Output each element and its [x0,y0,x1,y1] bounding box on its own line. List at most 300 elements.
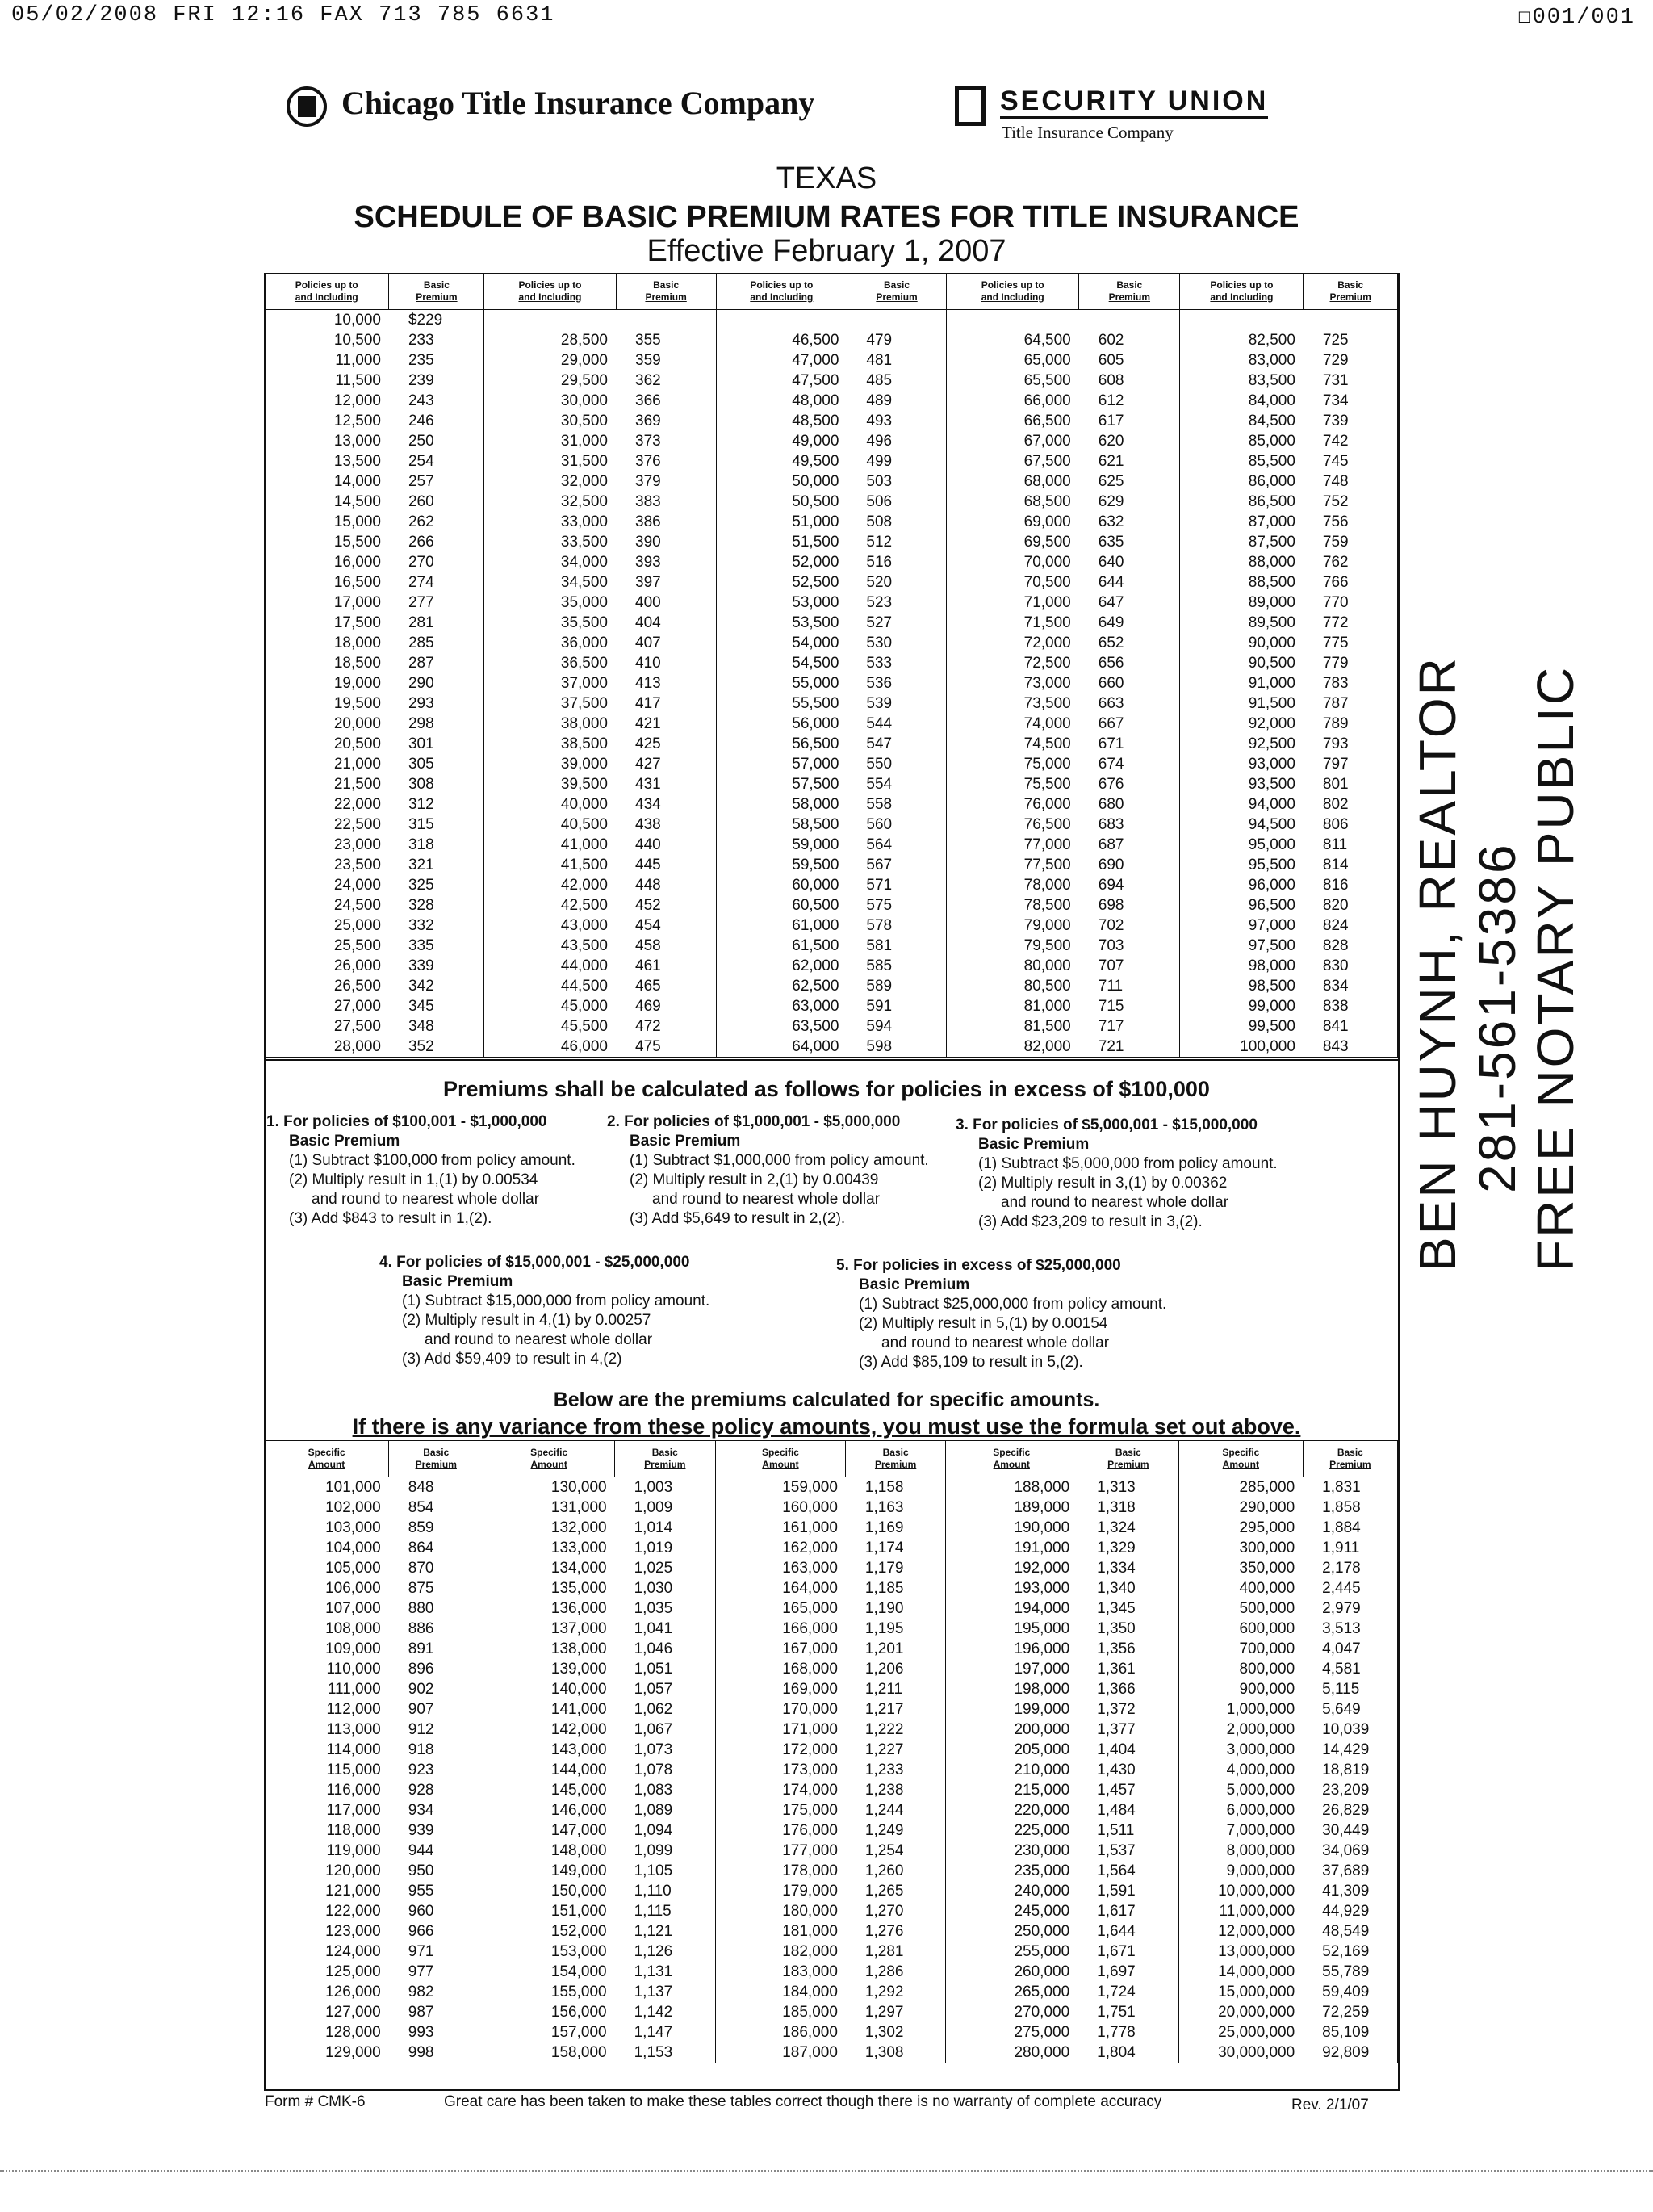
policy-amount-cell: 28,000 [265,1037,389,1058]
basic-premium-cell: 1,083 [615,1780,715,1800]
premium-column-header: Basic Premium [846,1441,945,1477]
policy-amount-cell: 92,000 [1248,715,1295,732]
policy-amount-cell: 900,000 [1239,1681,1295,1698]
rule-step: (3) Add $59,409 to result in 4,(2) [402,1351,622,1368]
basic-premium-cell: 1,377 [1078,1720,1178,1740]
policy-amount-cell: 105,000 [325,1560,381,1577]
basic-premium-cell: 1,142 [615,2002,715,2022]
policy-amount-cell: 100,000 [1180,1037,1304,1058]
basic-premium-cell: 683 [1079,815,1180,835]
policy-amount-cell: 77,500 [1023,857,1071,873]
premium-column-header: Basic Premium [1079,274,1180,310]
policy-amount-cell: 167,000 [782,1640,838,1657]
policy-amount-cell: 170,000 [782,1701,838,1718]
basic-premium-cell: 977 [389,1962,483,1982]
policy-amount-cell: 13,000 [333,433,381,450]
basic-premium-cell: 752 [1304,492,1398,512]
policy-amount-cell: 164,000 [782,1580,838,1597]
basic-premium-cell: 1,372 [1078,1699,1178,1720]
basic-premium-cell: 1,099 [615,1841,715,1861]
basic-premium-cell: 578 [847,915,946,936]
basic-premium-cell: 72,259 [1303,2002,1397,2022]
policy-amount-cell: 91,500 [1248,695,1295,712]
policy-amount-cell: 85,000 [1248,433,1295,450]
policy-amount-cell: 90,000 [1248,635,1295,651]
basic-premium-cell: 886 [389,1619,483,1639]
basic-premium-cell: 239 [389,371,484,391]
policy-amount-cell: 40,500 [560,816,609,833]
rule-2 [607,1112,954,1229]
table-row [265,1921,1398,1942]
basic-premium-cell: 235 [389,350,484,371]
basic-premium-cell: 438 [616,815,716,835]
basic-premium-cell: 359 [616,350,716,371]
table-row [265,875,1398,895]
policy-amount-cell: 139,000 [550,1661,607,1678]
policy-amount-cell: 54,000 [792,635,839,651]
policy-amount-cell: 75,500 [1023,776,1071,793]
basic-premium-cell: 806 [1304,815,1398,835]
basic-premium-cell: 305 [389,754,484,774]
table-row [265,633,1398,653]
basic-premium-cell: 325 [389,875,484,895]
table-row [265,855,1398,875]
basic-premium-cell: 960 [389,1901,483,1921]
amount-column-header: Policies up to and Including [947,274,1079,310]
basic-premium-cell: 315 [389,815,484,835]
basic-premium-cell: 421 [616,714,716,734]
rule-sub: Basic Premium [978,1136,1090,1153]
table-row [265,1639,1398,1659]
basic-premium-cell: 52,169 [1303,1942,1397,1962]
policy-amount-cell: 124,000 [325,1943,381,1960]
policy-amount-cell: 98,000 [1248,957,1295,974]
basic-premium-cell: 1,286 [846,1962,945,1982]
amount-column-header: Policies up to and Including [1180,274,1304,310]
basic-premium-cell: 1,297 [846,2002,945,2022]
basic-premium-cell: 605 [1079,350,1180,371]
policy-amount-cell: 18,000 [333,635,381,651]
rule-sub: Basic Premium [289,1133,400,1150]
policy-amount-cell: 104,000 [325,1540,381,1556]
policy-amount-cell: 220,000 [1014,1802,1070,1819]
basic-premium-cell: 493 [847,411,946,431]
chicago-title-seal-icon [287,86,327,127]
basic-premium-cell: 944 [389,1841,483,1861]
policy-amount-cell: 182,000 [782,1943,838,1960]
policy-amount-cell: 129,000 [265,2042,389,2063]
policy-amount-cell: 85,500 [1248,453,1295,470]
policy-amount-cell: 255,000 [1014,1943,1070,1960]
basic-premium-cell: 1,281 [846,1942,945,1962]
basic-premium-cell: 725 [1304,330,1398,350]
rule-heading: 2. For policies of $1,000,001 - $5,000,000 [607,1113,901,1130]
policy-amount-cell: 154,000 [550,1963,607,1980]
basic-premium-cell: 520 [847,572,946,593]
policy-amount-cell: 152,000 [550,1923,607,1940]
policy-amount-cell: 76,500 [1023,816,1071,833]
table-row [265,714,1398,734]
basic-premium-cell: 955 [389,1881,483,1901]
policy-amount-cell: 32,500 [560,493,609,510]
policy-amount-cell: 66,000 [1023,392,1071,409]
revision-date: Rev. 2/1/07 [1291,2097,1369,2114]
policy-amount-cell: 76,000 [1023,796,1071,813]
basic-premium-cell: 1,564 [1078,1861,1178,1881]
policy-amount-cell: 77,000 [1023,836,1071,853]
basic-premium-cell: 1,366 [1078,1679,1178,1699]
policy-amount-cell: 17,000 [333,594,381,611]
policy-amount-cell: 280,000 [945,2042,1078,2063]
basic-premium-cell: 875 [389,1578,483,1598]
policy-amount-cell: 41,000 [560,836,609,853]
policy-amount-cell: 285,000 [1239,1479,1295,1496]
policy-amount-cell: 38,500 [560,735,609,752]
basic-premium-cell: 620 [1079,431,1180,451]
policy-amount-cell: 20,500 [333,735,381,752]
policy-amount-cell: 114,000 [326,1741,381,1758]
basic-premium-cell: 824 [1304,915,1398,936]
policy-amount-cell: 148,000 [550,1842,607,1859]
policy-amount-cell: 146,000 [550,1802,607,1819]
basic-premium-cell: 348 [389,1016,484,1037]
basic-premium-cell: 891 [389,1639,483,1659]
fax-page-counter: ☐001/001 [1517,6,1635,30]
policy-amount-cell: 33,000 [560,513,609,530]
basic-premium-cell: 939 [389,1820,483,1841]
policy-amount-cell: 173,000 [782,1762,838,1778]
basic-premium-cell: 431 [616,774,716,794]
basic-premium-cell: 1,831 [1303,1477,1397,1498]
basic-premium-cell: 717 [1079,1016,1180,1037]
policy-amount-cell: 49,000 [792,433,839,450]
basic-premium-cell: 417 [616,693,716,714]
policy-amount-cell: 6,000,000 [1226,1802,1295,1819]
rule-step: (2) Multiply result in 5,(1) by 0.00154 [859,1315,1108,1332]
policy-amount-cell: 155,000 [550,1984,607,2000]
basic-premium-cell: 1,537 [1078,1841,1178,1861]
basic-premium-cell: 742 [1304,431,1398,451]
rule-step: (2) Multiply result in 3,(1) by 0.00362 [978,1175,1228,1192]
basic-premium-cell: 547 [847,734,946,754]
policy-amount-cell: 98,500 [1248,978,1295,995]
basic-premium-cell: 523 [847,593,946,613]
basic-premium-cell: 550 [847,754,946,774]
basic-premium-cell: 721 [1079,1037,1180,1058]
basic-premium-cell: 499 [847,451,946,471]
basic-premium-cell: 355 [616,330,716,350]
table-row [265,1598,1398,1619]
basic-premium-cell: 1,361 [1078,1659,1178,1679]
policy-amount-cell: 89,000 [1248,594,1295,611]
policy-amount-cell: 44,000 [560,957,609,974]
basic-premium-cell: 434 [616,794,716,815]
policy-amount-cell: 92,500 [1248,735,1295,752]
policy-amount-cell: 47,500 [792,372,839,389]
policy-amount-cell: 168,000 [782,1661,838,1678]
policy-amount-cell: 187,000 [715,2042,846,2063]
policy-amount-cell: 12,000,000 [1218,1923,1295,1940]
policy-amount-cell: 78,000 [1023,877,1071,894]
rule-4 [379,1253,767,1369]
policy-amount-cell: 141,000 [550,1701,607,1718]
table-row [265,734,1398,754]
policy-amount-cell: 31,500 [560,453,609,470]
table-row [265,1538,1398,1558]
table-row [265,471,1398,492]
basic-premium-cell: 250 [389,431,484,451]
table-row [265,915,1398,936]
policy-amount-cell: 72,000 [1023,635,1071,651]
policy-amount-cell: 48,000 [792,392,839,409]
basic-premium-cell: 254 [389,451,484,471]
policy-amount-cell: 19,000 [333,675,381,692]
basic-premium-cell: 1,804 [1078,2042,1178,2063]
policy-amount-cell: 145,000 [550,1782,607,1799]
policy-amount-cell: 86,500 [1248,493,1295,510]
basic-premium-cell: $229 [389,310,484,331]
policy-amount-cell: 84,500 [1248,413,1295,429]
policy-amount-cell: 37,500 [560,695,609,712]
policy-amount-cell: 58,500 [792,816,839,833]
basic-premium-cell: 864 [389,1538,483,1558]
policy-amount-cell: 300,000 [1239,1540,1295,1556]
basic-premium-cell: 536 [847,673,946,693]
scan-line [0,2170,1653,2172]
basic-premium-cell [1079,310,1180,331]
policy-amount-cell: 46,000 [484,1037,616,1058]
basic-premium-cell: 1,318 [1078,1498,1178,1518]
policy-amount-cell: 94,000 [1248,796,1295,813]
basic-premium-cell: 811 [1304,835,1398,855]
basic-premium-cell: 2,178 [1303,1558,1397,1578]
table-row [265,512,1398,532]
policy-amount-cell: 158,000 [483,2042,615,2063]
policy-amount-cell: 157,000 [550,2024,607,2041]
policy-amount-cell: 78,500 [1023,897,1071,914]
section-divider [264,1059,1398,1061]
policy-amount-cell: 125,000 [325,1963,381,1980]
rule-step: and round to nearest whole dollar [1001,1194,1229,1211]
basic-premium-cell: 1,211 [846,1679,945,1699]
basic-premium-cell: 928 [389,1780,483,1800]
basic-premium-cell: 770 [1304,593,1398,613]
policy-amount-cell: 199,000 [1014,1701,1070,1718]
basic-premium-cell: 1,404 [1078,1740,1178,1760]
policy-amount-cell: 110,000 [326,1661,381,1678]
basic-premium-cell: 55,789 [1303,1962,1397,1982]
table-row [265,411,1398,431]
basic-premium-cell: 18,819 [1303,1760,1397,1780]
basic-premium-cell: 287 [389,653,484,673]
rule-step: (3) Add $23,209 to result in 3,(2). [978,1213,1203,1230]
policy-amount-cell: 41,500 [560,857,609,873]
table-row [265,1679,1398,1699]
policy-amount-cell: 23,000 [333,836,381,853]
policy-amount-cell: 13,500 [333,453,381,470]
policy-amount-cell: 175,000 [782,1802,838,1819]
policy-amount-cell: 109,000 [325,1640,381,1657]
policy-amount-cell: 205,000 [1014,1741,1070,1758]
basic-premium-cell: 880 [389,1598,483,1619]
basic-premium-cell: 567 [847,855,946,875]
basic-premium-cell: 26,829 [1303,1800,1397,1820]
security-union-mark-icon [955,86,986,126]
policy-amount-cell: 116,000 [326,1782,381,1799]
basic-premium-cell: 506 [847,492,946,512]
basic-premium-cell: 1,270 [846,1901,945,1921]
policy-amount-cell [1180,310,1304,331]
basic-premium-cell: 233 [389,330,484,350]
amount-column-header: Specific Amount [483,1441,615,1477]
basic-premium-cell: 1,206 [846,1659,945,1679]
policy-amount-cell: 47,000 [792,352,839,369]
basic-premium-cell: 598 [847,1037,946,1058]
basic-premium-cell: 1,030 [615,1578,715,1598]
basic-premium-cell: 1,617 [1078,1901,1178,1921]
table-row [265,310,1398,331]
security-union-logo [955,86,1268,143]
policy-amount-cell: 17,500 [333,614,381,631]
basic-premium-cell: 1,025 [615,1558,715,1578]
basic-premium-cell: 558 [847,794,946,815]
table-row [265,1578,1398,1598]
policy-amount-cell: 290,000 [1239,1499,1295,1516]
policy-amount-cell: 26,500 [333,978,381,995]
policy-amount-cell: 42,000 [560,877,609,894]
table-row [265,1962,1398,1982]
table-row [265,572,1398,593]
policy-amount-cell: 93,500 [1248,776,1295,793]
basic-premium-cell: 759 [1304,532,1398,552]
policy-amount-cell: 70,000 [1023,554,1071,571]
policy-amount-cell: 3,000,000 [1226,1741,1295,1758]
policy-amount-cell: 600,000 [1239,1620,1295,1637]
basic-premium-cell: 660 [1079,673,1180,693]
policy-amount-cell: 80,000 [1023,957,1071,974]
basic-premium-cell: 1,644 [1078,1921,1178,1942]
policy-amount-cell: 197,000 [1014,1661,1070,1678]
table-row [265,451,1398,471]
basic-premium-cell: 1,057 [615,1679,715,1699]
policy-amount-cell: 16,500 [333,574,381,591]
policy-amount-cell: 36,000 [560,635,609,651]
policy-amount-cell: 101,000 [325,1479,381,1496]
policy-amount-cell: 111,000 [327,1681,381,1698]
basic-premium-cell: 649 [1079,613,1180,633]
amount-column-header: Specific Amount [945,1441,1078,1477]
schedule-title: SCHEDULE OF BASIC PREMIUM RATES FOR TITLE INSURANCE [354,200,1299,234]
policy-amount-cell: 81,000 [1023,998,1071,1015]
basic-premium-cell: 1,051 [615,1659,715,1679]
table-row [265,1982,1398,2002]
policy-amount-cell: 75,000 [1023,756,1071,773]
security-union-subtitle: Title Insurance Company [1002,123,1174,142]
policy-amount-cell: 68,500 [1023,493,1071,510]
policy-amount-cell: 180,000 [782,1903,838,1920]
rule-heading: 4. For policies of $15,000,001 - $25,000,000 [379,1254,690,1271]
basic-premium-cell: 290 [389,673,484,693]
basic-premium-cell: 4,581 [1303,1659,1397,1679]
basic-premium-cell: 1,185 [846,1578,945,1598]
basic-premium-cell: 285 [389,633,484,653]
basic-premium-cell: 1,591 [1078,1881,1178,1901]
table-row [265,1800,1398,1820]
policy-amount-cell: 184,000 [782,1984,838,2000]
policy-amount-cell: 50,500 [792,493,839,510]
policy-amount-cell: 64,000 [716,1037,847,1058]
basic-premium-cell: 902 [389,1679,483,1699]
basic-premium-cell: 14,429 [1303,1740,1397,1760]
policy-amount-cell: 171,000 [782,1721,838,1738]
policy-amount-cell: 63,000 [792,998,839,1015]
basic-premium-cell: 694 [1079,875,1180,895]
basic-premium-cell: 266 [389,532,484,552]
policy-amount-cell: 50,000 [792,473,839,490]
policy-amount-cell: 163,000 [782,1560,838,1577]
basic-premium-cell: 1,265 [846,1881,945,1901]
basic-premium-cell: 1,724 [1078,1982,1178,2002]
basic-premium-cell: 44,929 [1303,1901,1397,1921]
policy-amount-cell: 25,000,000 [1218,2024,1295,2041]
policy-amount-cell: 33,500 [560,534,609,551]
policy-amount-cell: 179,000 [782,1883,838,1900]
basic-premium-cell: 4,047 [1303,1639,1397,1659]
basic-premium-cell: 293 [389,693,484,714]
policy-amount-cell: 99,000 [1248,998,1295,1015]
policy-amount-cell: 198,000 [1014,1681,1070,1698]
stamp-phone: 281-561-5386 [1468,842,1526,1193]
policy-amount-cell: 65,500 [1023,372,1071,389]
basic-premium-cell: 1,046 [615,1639,715,1659]
table-row [265,1820,1398,1841]
basic-premium-cell: 533 [847,653,946,673]
basic-premium-cell: 621 [1079,451,1180,471]
rule-step: (2) Multiply result in 4,(1) by 0.00257 [402,1312,651,1329]
basic-premium-cell: 830 [1304,956,1398,976]
basic-premium-cell: 312 [389,794,484,815]
basic-premium-cell: 339 [389,956,484,976]
policy-amount-cell: 60,000 [792,877,839,894]
chicago-title-name: Chicago Title Insurance Company [341,85,815,121]
policy-amount-cell: 28,500 [560,332,609,349]
basic-premium-cell: 594 [847,1016,946,1037]
basic-premium-cell: 427 [616,754,716,774]
basic-premium-cell: 711 [1079,976,1180,996]
rule-sub: Basic Premium [402,1273,513,1290]
basic-premium-cell: 445 [616,855,716,875]
policy-amount-cell: 88,000 [1248,554,1295,571]
basic-premium-cell: 602 [1079,330,1180,350]
policy-amount-cell: 96,000 [1248,877,1295,894]
policy-amount-cell: 189,000 [1014,1499,1070,1516]
policy-amount-cell: 8,000,000 [1226,1842,1295,1859]
basic-premium-cell: 934 [389,1800,483,1820]
policy-amount-cell: 176,000 [782,1822,838,1839]
basic-premium-cell: 1,911 [1303,1538,1397,1558]
basic-premium-cell: 425 [616,734,716,754]
basic-premium-cell: 589 [847,976,946,996]
table-row [265,552,1398,572]
rule-1 [266,1112,605,1229]
basic-premium-cell: 301 [389,734,484,754]
policy-amount-cell: 151,000 [550,1903,607,1920]
policy-amount-cell: 69,500 [1023,534,1071,551]
basic-premium-cell: 1,089 [615,1800,715,1820]
basic-premium-cell: 260 [389,492,484,512]
rule-step: (1) Subtract $25,000,000 from policy amount. [859,1296,1167,1313]
basic-premium-cell: 1,190 [846,1598,945,1619]
